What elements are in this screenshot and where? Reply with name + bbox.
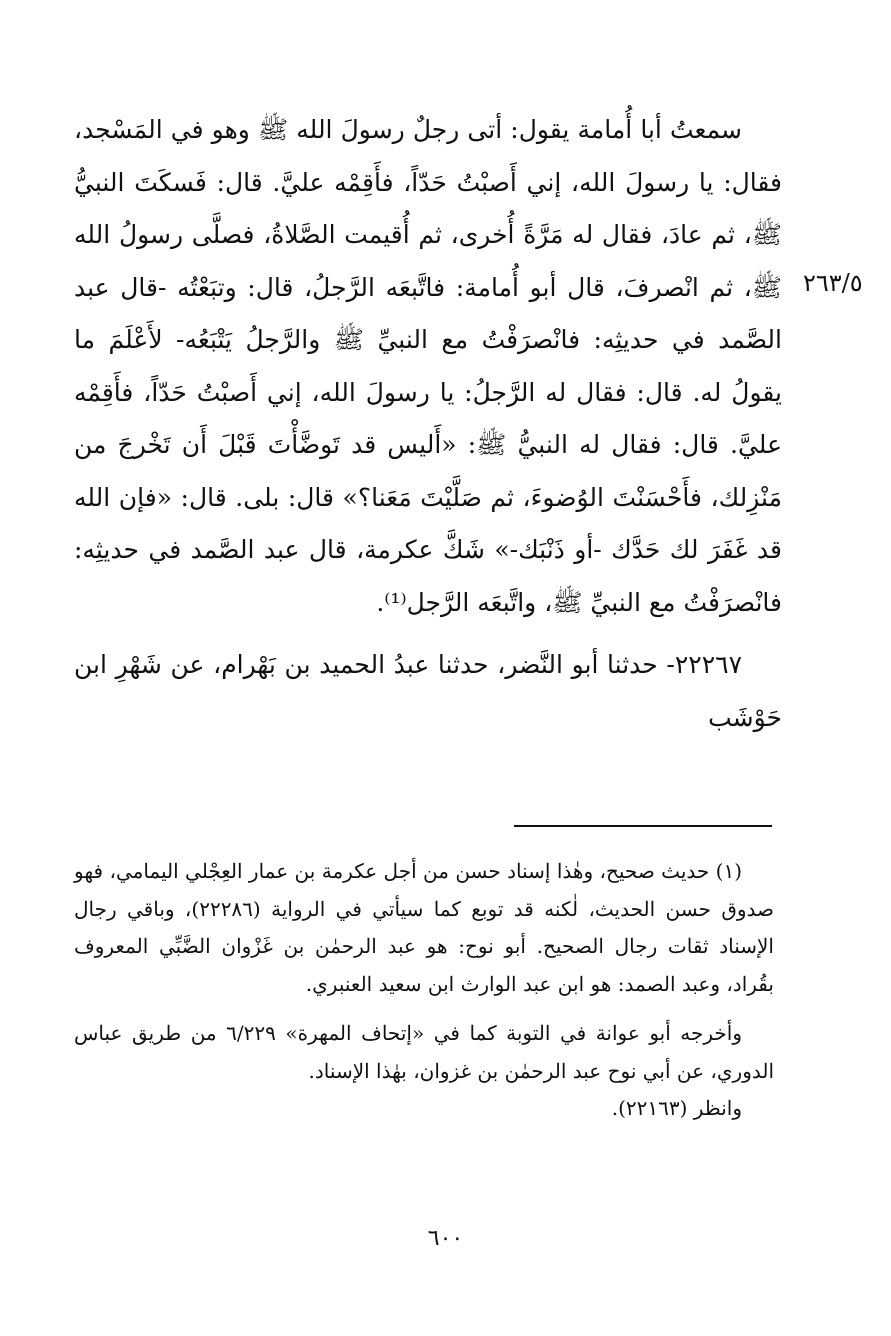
footnotes-block: [74, 853, 774, 1128]
next-hadith-chain: ٢٢٢٦٧- حدثنا أبو النَّضر، حدثنا عبدُ الحميد بن بَهْرام، عن شَهْرِ ابن حَوْشَب: [74, 650, 782, 732]
main-text-block: [74, 104, 782, 744]
footnote-paragraph: وانظر (٢٢١٦٣).: [611, 1096, 742, 1120]
footnote-paragraph: (١) حديث صحيح، وهٰذا إسناد حسن من أجل عكرمة بن عمار العِجْلي اليمامي، فهو صدوق حسن الحديث، لٰكنه قد توبع كما سيأتي في الرواية (٢٢٢٨٦)، وباقي رجال الإسناد ثقات رجال الصحيح. أبو نوح: هو عبد الرحمٰن بن غَزْوان الضَّبِّي المعروف بقُراد، وعبد الصمد: هو ابن عبد الوارث ابن سعيد العنبري.: [74, 859, 775, 996]
footnote-paragraph: وأخرجه أبو عوانة في التوبة كما في «إتحاف المهرة» ٦/٢٢٩ من طريق عباس الدوري، عن أبي نوح عبد الرحمٰن بن غزوان، بهٰذا الإسناد.: [74, 1021, 774, 1083]
hadith-body-paragraph: سمعتُ أبا أُمامة يقول: أتى رجلٌ رسولَ الله ﷺ وهو في المَسْجد، فقال: يا رسولَ الله، إني أَصبْتُ حَدّاً، فأَقِمْه عليَّ. قال: فَسكَتَ النبيُّ ﷺ، ثم عادَ، فقال له مَرَّةً أُخرى، ثم أُقيمت الصَّلاةُ، فصلَّى رسولُ الله ﷺ، ثم انْصرفَ، قال أبو أُمامة: فاتَّبعَه الرَّجلُ، قال: وتبَعْتُه -قال عبد الصَّمد في حديثِه: فانْصرَفْتُ مع النبيِّ ﷺ والرَّجلُ يَتْبَعُه- لأَعْلَمَ ما يقولُ له. قال: فقال له الرَّجلُ: يا رسولَ الله، إني أَصبْتُ حَدّاً، فأَقِمْه عليَّ. قال: فقال له النبيُّ ﷺ: «أَليس قد تَوضَّأْتَ قَبْلَ أَن تَخْرجَ من مَنْزِلك، فأَحْسَنْتَ الوُضوءَ، ثم صَلَّيْتَ مَعَنا؟» قال: بلى. قال: «فإن الله قد غَفَرَ لك حَدَّك -أو ذَنْبَك-» شَكَّ عكرمة، قال عبد الصَّمد في حديثِه: فانْصرَفْتُ مع النبيِّ ﷺ، واتَّبعَه الرَّجل⁽¹⁾.: [74, 115, 782, 617]
footnote-separator: [514, 825, 772, 827]
margin-volume-page-reference: ٢٦٣/٥: [803, 269, 863, 297]
page-number: ٦٠٠: [427, 1226, 464, 1251]
